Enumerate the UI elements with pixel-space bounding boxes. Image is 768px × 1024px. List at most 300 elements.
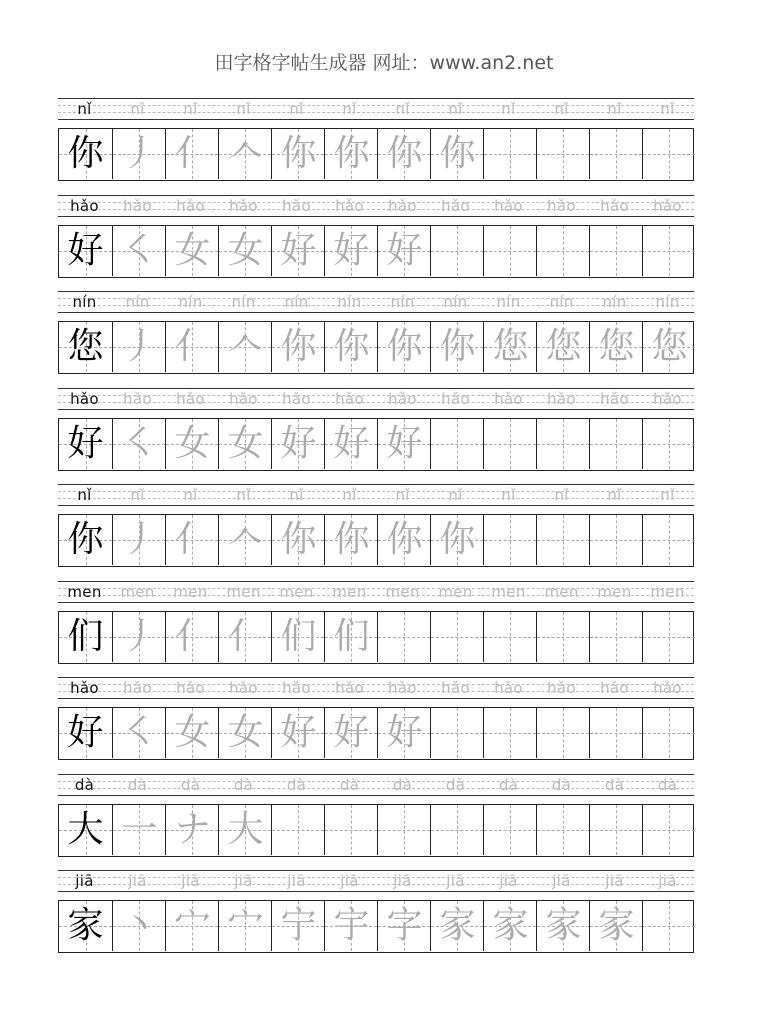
pinyin-trace: hǎo (282, 196, 311, 215)
grid-cell (589, 419, 642, 469)
stroke-trace: 丿 (121, 519, 158, 560)
stroke-trace: 你 (386, 133, 423, 174)
pinyin-trace: nín (443, 293, 468, 311)
tianzige-grid (58, 707, 694, 760)
tianzige-grid (58, 804, 694, 857)
stroke-trace: 你 (439, 133, 476, 174)
grid-cell (377, 322, 430, 372)
pinyin-trace: jiā (552, 872, 571, 890)
grid-cell (377, 515, 430, 565)
practice-row (58, 677, 694, 761)
model-character: 大 (67, 808, 104, 850)
stroke-trace: 丿 (121, 326, 158, 367)
grid-cell (430, 612, 483, 662)
grid-cell (430, 708, 483, 758)
pinyin-trace: hǎo (123, 196, 152, 215)
pinyin-trace: nǐ (342, 486, 357, 504)
pinyin-trace: dà (657, 775, 678, 794)
grid-cell (483, 901, 536, 951)
stroke-trace: 好 (386, 422, 423, 464)
pinyin-trace: nǐ (130, 100, 145, 118)
grid-cell (642, 129, 695, 179)
grid-cell (218, 129, 271, 179)
pinyin-trace: nín (496, 293, 521, 311)
pinyin-trace: nǐ (607, 100, 622, 118)
stroke-trace: 你 (439, 326, 476, 367)
stroke-trace: ナ (174, 808, 211, 850)
pinyin-trace: hǎo (388, 389, 417, 408)
pinyin-trace: hǎo (229, 679, 258, 697)
stroke-trace: 你 (386, 519, 423, 560)
pinyin-trace: dà (551, 775, 572, 794)
grid-cell (430, 515, 483, 565)
pinyin-guide-lines (58, 581, 694, 603)
model-character: 家 (67, 905, 104, 946)
pinyin-trace: nǐ (501, 486, 516, 504)
pinyin-label: dà (74, 775, 95, 794)
grid-cell (271, 226, 324, 276)
grid-cell (165, 226, 218, 276)
grid-cell (218, 515, 271, 565)
pinyin-trace: dà (392, 775, 413, 794)
pinyin-trace: hǎo (388, 196, 417, 215)
pinyin-trace: jiā (340, 872, 359, 890)
pinyin-trace: hǎo (123, 679, 152, 697)
pinyin-trace: dà (604, 775, 625, 794)
pinyin-trace: nín (231, 293, 256, 311)
stroke-trace: 宀 (227, 905, 264, 946)
pinyin-trace: hǎo (547, 196, 576, 215)
practice-row (58, 195, 694, 279)
grid-cell (536, 226, 589, 276)
grid-cell (59, 322, 112, 372)
pinyin-guide-lines (58, 98, 694, 120)
grid-cell (483, 805, 536, 855)
grid-cell (59, 805, 112, 855)
pinyin-trace: hǎo (547, 389, 576, 408)
stroke-trace: 您 (492, 326, 529, 367)
grid-cell (377, 612, 430, 662)
stroke-trace: 亻 (174, 615, 211, 657)
grid-cell (536, 515, 589, 565)
pinyin-trace: hǎo (282, 679, 311, 697)
pinyin-trace: dà (127, 775, 148, 794)
model-character: 们 (67, 615, 104, 657)
stroke-trace: 亻 (174, 519, 211, 560)
pinyin-trace: nín (655, 293, 680, 311)
grid-cell (218, 708, 271, 758)
pinyin-label: hǎo (70, 679, 99, 697)
grid-cell (324, 129, 377, 179)
stroke-trace: 大 (227, 808, 264, 850)
grid-cell (589, 129, 642, 179)
stroke-trace: 好 (333, 422, 370, 464)
stroke-trace: 字 (386, 905, 423, 946)
grid-cell (271, 419, 324, 469)
pinyin-trace: jiā (658, 872, 677, 890)
pinyin-trace: hǎo (653, 679, 682, 697)
grid-cell (642, 515, 695, 565)
grid-cell (112, 901, 165, 951)
grid-cell (377, 805, 430, 855)
grid-cell (536, 322, 589, 372)
stroke-trace: 好 (280, 422, 317, 464)
practice-row (58, 484, 694, 568)
stroke-trace: 丿 (121, 133, 158, 174)
stroke-trace: 女 (227, 422, 264, 464)
pinyin-trace: jiā (128, 872, 147, 890)
grid-cell (218, 226, 271, 276)
pinyin-trace: nǐ (660, 100, 675, 118)
pinyin-trace: nǐ (183, 486, 198, 504)
stroke-trace: 你 (333, 326, 370, 367)
pinyin-trace: jiā (393, 872, 412, 890)
pinyin-label: hǎo (70, 389, 99, 408)
model-character: 好 (67, 229, 104, 271)
grid-cell (483, 515, 536, 565)
grid-cell (112, 129, 165, 179)
pinyin-trace: hǎo (335, 196, 364, 215)
grid-cell (377, 708, 430, 758)
stroke-trace: 你 (280, 133, 317, 174)
pinyin-trace: hǎo (494, 196, 523, 215)
grid-cell (589, 901, 642, 951)
grid-cell (589, 612, 642, 662)
pinyin-label: hǎo (70, 196, 99, 215)
model-character: 好 (67, 422, 104, 464)
pinyin-trace: hǎo (600, 196, 629, 215)
pinyin-trace: men (279, 582, 314, 601)
grid-cell (589, 515, 642, 565)
grid-cell (165, 612, 218, 662)
pinyin-guide-lines (58, 677, 694, 699)
grid-cell (536, 129, 589, 179)
grid-cell (324, 901, 377, 951)
grid-cell (112, 419, 165, 469)
grid-cell (430, 129, 483, 179)
stroke-trace: 家 (598, 905, 635, 946)
pinyin-trace: nín (549, 293, 574, 311)
pinyin-trace: hǎo (547, 679, 576, 697)
grid-cell (324, 612, 377, 662)
grid-cell (483, 226, 536, 276)
pinyin-trace: hǎo (229, 196, 258, 215)
grid-cell (377, 901, 430, 951)
pinyin-trace: nǐ (607, 486, 622, 504)
pinyin-guide-lines (58, 870, 694, 892)
pinyin-trace: hǎo (282, 389, 311, 408)
stroke-trace: 您 (545, 326, 582, 367)
grid-cell (218, 901, 271, 951)
stroke-trace: 女 (174, 422, 211, 464)
pinyin-trace: hǎo (653, 196, 682, 215)
pinyin-trace: nǐ (395, 100, 410, 118)
stroke-trace: 好 (333, 229, 370, 271)
pinyin-trace: nín (284, 293, 309, 311)
grid-cell (112, 612, 165, 662)
pinyin-trace: nín (337, 293, 362, 311)
pinyin-trace: hǎo (600, 679, 629, 697)
pinyin-trace: men (226, 582, 261, 601)
grid-cell (430, 226, 483, 276)
grid-cell (324, 708, 377, 758)
grid-cell (271, 129, 324, 179)
pinyin-trace: jiā (181, 872, 200, 890)
tianzige-grid (58, 418, 694, 471)
grid-cell (589, 322, 642, 372)
pinyin-guide-lines (58, 774, 694, 796)
grid-cell (59, 612, 112, 662)
stroke-trace: 𠆢 (227, 519, 264, 560)
stroke-trace: 𠆢 (227, 326, 264, 367)
grid-cell (430, 901, 483, 951)
stroke-trace: 女 (174, 712, 211, 753)
pinyin-trace: men (438, 582, 473, 601)
pinyin-trace: men (120, 582, 155, 601)
grid-cell (589, 805, 642, 855)
pinyin-trace: men (491, 582, 526, 601)
pinyin-guide-lines (58, 291, 694, 313)
stroke-trace: 丶 (121, 905, 158, 946)
grid-cell (218, 805, 271, 855)
stroke-trace: 好 (386, 712, 423, 753)
stroke-trace: 你 (333, 133, 370, 174)
grid-cell (430, 419, 483, 469)
grid-cell (165, 322, 218, 372)
stroke-trace: 你 (439, 519, 476, 560)
grid-cell (536, 805, 589, 855)
pinyin-trace: hǎo (176, 389, 205, 408)
grid-cell (112, 515, 165, 565)
grid-cell (642, 612, 695, 662)
stroke-trace: 亻 (174, 326, 211, 367)
pinyin-label: jiā (75, 872, 94, 890)
grid-cell (536, 708, 589, 758)
pinyin-guide-lines (58, 484, 694, 506)
grid-cell (271, 805, 324, 855)
grid-cell (165, 419, 218, 469)
pinyin-guide-lines (58, 195, 694, 217)
pinyin-trace: nǐ (448, 486, 463, 504)
stroke-trace: 亻 (174, 133, 211, 174)
pinyin-trace: dà (286, 775, 307, 794)
grid-cell (165, 708, 218, 758)
practice-row (58, 774, 694, 858)
pinyin-trace: nín (602, 293, 627, 311)
grid-cell (483, 419, 536, 469)
pinyin-trace: jiā (234, 872, 253, 890)
grid-cell (642, 226, 695, 276)
stroke-trace: 家 (492, 905, 529, 946)
grid-cell (483, 708, 536, 758)
grid-cell (271, 901, 324, 951)
pinyin-trace: hǎo (123, 389, 152, 408)
stroke-trace: 好 (280, 712, 317, 753)
stroke-trace: 宁 (280, 905, 317, 946)
stroke-trace: 宇 (333, 905, 370, 946)
pinyin-trace: nǐ (236, 100, 251, 118)
pinyin-trace: men (385, 582, 420, 601)
grid-cell (642, 901, 695, 951)
stroke-trace: 你 (280, 519, 317, 560)
pinyin-trace: hǎo (229, 389, 258, 408)
pinyin-trace: dà (233, 775, 254, 794)
stroke-trace: 你 (280, 326, 317, 367)
stroke-trace: 女 (174, 229, 211, 271)
grid-cell (536, 901, 589, 951)
tianzige-grid (58, 321, 694, 374)
stroke-trace: 您 (598, 326, 635, 367)
grid-cell (112, 226, 165, 276)
model-character: 你 (67, 133, 104, 174)
model-character: 您 (67, 326, 104, 367)
pinyin-trace: jiā (446, 872, 465, 890)
pinyin-trace: jiā (287, 872, 306, 890)
stroke-trace: 丿 (121, 615, 158, 657)
pinyin-trace: hǎo (600, 389, 629, 408)
grid-cell (589, 226, 642, 276)
grid-cell (642, 419, 695, 469)
practice-row (58, 870, 694, 954)
pinyin-trace: men (650, 582, 685, 601)
practice-row (58, 98, 694, 182)
pinyin-trace: dà (180, 775, 201, 794)
grid-cell (271, 708, 324, 758)
pinyin-label: men (67, 582, 102, 601)
grid-cell (59, 515, 112, 565)
model-character: 你 (67, 519, 104, 560)
pinyin-trace: hǎo (494, 679, 523, 697)
stroke-trace: 好 (386, 229, 423, 271)
tianzige-grid (58, 611, 694, 664)
grid-cell (112, 322, 165, 372)
stroke-trace: 一 (121, 808, 158, 850)
pinyin-trace: nǐ (289, 486, 304, 504)
pinyin-trace: nǐ (236, 486, 251, 504)
stroke-trace: 们 (280, 615, 317, 657)
pinyin-trace: nín (125, 293, 150, 311)
grid-cell (483, 612, 536, 662)
pinyin-trace: hǎo (335, 679, 364, 697)
practice-row (58, 581, 694, 665)
grid-cell (536, 419, 589, 469)
grid-cell (218, 322, 271, 372)
pinyin-trace: nǐ (130, 486, 145, 504)
practice-row (58, 388, 694, 472)
pinyin-trace: jiā (499, 872, 518, 890)
grid-cell (165, 805, 218, 855)
tianzige-grid (58, 514, 694, 567)
grid-cell (377, 129, 430, 179)
grid-cell (589, 708, 642, 758)
tianzige-grid (58, 128, 694, 181)
grid-cell (59, 901, 112, 951)
pinyin-trace: nǐ (660, 486, 675, 504)
stroke-trace: ㇛ (121, 712, 158, 753)
page-title: 田字格字帖生成器 网址：www.an2.net (214, 52, 554, 74)
pinyin-trace: nǐ (395, 486, 410, 504)
stroke-trace: ㇛ (121, 422, 158, 464)
grid-cell (430, 322, 483, 372)
stroke-trace: 好 (280, 229, 317, 271)
grid-cell (642, 805, 695, 855)
stroke-trace: 亻 (227, 615, 264, 657)
grid-cell (642, 708, 695, 758)
grid-cell (165, 129, 218, 179)
grid-cell (324, 226, 377, 276)
pinyin-trace: hǎo (494, 389, 523, 408)
stroke-trace: 家 (545, 905, 582, 946)
pinyin-trace: hǎo (441, 389, 470, 408)
stroke-trace: 家 (439, 905, 476, 946)
pinyin-trace: men (597, 582, 632, 601)
pinyin-trace: hǎo (335, 389, 364, 408)
stroke-trace: 您 (651, 326, 688, 367)
pinyin-trace: hǎo (176, 679, 205, 697)
grid-cell (483, 129, 536, 179)
grid-cell (642, 322, 695, 372)
pinyin-trace: dà (498, 775, 519, 794)
pinyin-trace: jiā (605, 872, 624, 890)
grid-cell (165, 515, 218, 565)
pinyin-trace: nǐ (448, 100, 463, 118)
grid-cell (271, 515, 324, 565)
pinyin-trace: dà (339, 775, 360, 794)
grid-cell (377, 226, 430, 276)
pinyin-trace: nín (390, 293, 415, 311)
grid-cell (218, 419, 271, 469)
pinyin-label: nín (72, 293, 97, 311)
pinyin-trace: nǐ (554, 100, 569, 118)
grid-cell (59, 226, 112, 276)
stroke-trace: 们 (333, 615, 370, 657)
stroke-trace: 女 (227, 229, 264, 271)
pinyin-trace: men (332, 582, 367, 601)
pinyin-trace: hǎo (441, 196, 470, 215)
pinyin-trace: hǎo (653, 389, 682, 408)
grid-cell (324, 805, 377, 855)
pinyin-trace: nǐ (554, 486, 569, 504)
pinyin-trace: hǎo (388, 679, 417, 697)
practice-row (58, 291, 694, 375)
pinyin-guide-lines (58, 388, 694, 410)
pinyin-trace: hǎo (441, 679, 470, 697)
grid-cell (324, 322, 377, 372)
stroke-trace: 女 (227, 712, 264, 753)
grid-cell (165, 901, 218, 951)
grid-cell (324, 515, 377, 565)
grid-cell (271, 612, 324, 662)
model-character: 好 (67, 712, 104, 753)
pinyin-trace: hǎo (176, 196, 205, 215)
pinyin-trace: nǐ (289, 100, 304, 118)
grid-cell (324, 419, 377, 469)
grid-cell (112, 805, 165, 855)
pinyin-trace: nǐ (501, 100, 516, 118)
pinyin-trace: men (173, 582, 208, 601)
pinyin-label: nǐ (77, 486, 92, 504)
pinyin-trace: dà (445, 775, 466, 794)
grid-cell (59, 419, 112, 469)
pinyin-trace: men (544, 582, 579, 601)
stroke-trace: 𠆢 (227, 133, 264, 174)
grid-cell (59, 129, 112, 179)
grid-cell (483, 322, 536, 372)
grid-cell (271, 322, 324, 372)
grid-cell (59, 708, 112, 758)
grid-cell (377, 419, 430, 469)
pinyin-trace: nǐ (342, 100, 357, 118)
